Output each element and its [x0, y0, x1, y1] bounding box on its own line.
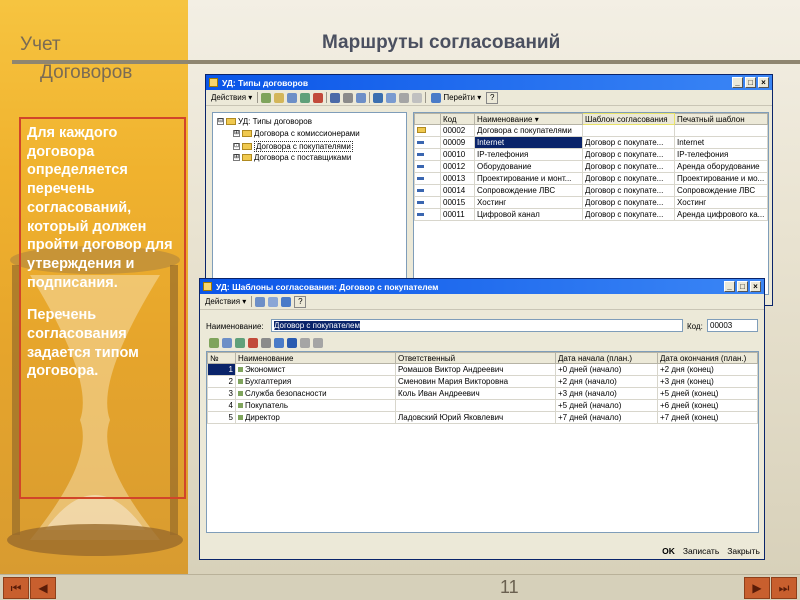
name-field-value: Договор с покупателем [274, 321, 361, 330]
slide-title: Маршруты согласований [322, 32, 561, 53]
table-row[interactable] [415, 209, 768, 221]
goto-label: Перейти [443, 93, 476, 102]
name-cell: Проектирование и монт... [475, 173, 583, 185]
code-cell: 00015 [441, 197, 475, 209]
step-icon [238, 379, 243, 384]
start-date-cell: +0 дней (начало) [556, 364, 658, 376]
copy-icon[interactable] [287, 93, 297, 103]
element-icon [417, 141, 424, 144]
print-template-cell: Хостинг [675, 197, 768, 209]
element-icon [417, 153, 424, 156]
code-cell: 00010 [441, 149, 475, 161]
num-cell: 2 [208, 376, 236, 388]
start-date-cell: +2 дня (начало) [556, 376, 658, 388]
code-cell: 00009 [441, 137, 475, 149]
tree-item-commission[interactable] [233, 129, 360, 138]
step-icon [238, 391, 243, 396]
move-up-icon[interactable] [274, 338, 284, 348]
element-icon [417, 165, 424, 168]
name-text: Экономист [245, 365, 286, 374]
print-template-cell: Аренда цифрового ка... [675, 209, 768, 221]
num-cell: 4 [208, 400, 236, 412]
minimize-icon[interactable]: _ [732, 77, 743, 88]
template-cell: Договор с покупате... [583, 137, 675, 149]
print-icon[interactable] [268, 297, 278, 307]
column-header-end[interactable]: Дата окончания (план.) [658, 353, 758, 364]
code-field[interactable]: 00003 [707, 319, 758, 332]
table-row[interactable] [415, 137, 768, 149]
dialog-buttons [662, 546, 760, 556]
name-cell: Сопровождение ЛВС [475, 185, 583, 197]
row-icon-cell [415, 185, 441, 197]
ok-button[interactable]: OK [662, 546, 675, 556]
close-icon[interactable]: × [758, 77, 769, 88]
tree-item-label: УД: Типы договоров [238, 117, 312, 126]
help-icon[interactable]: ? [294, 296, 306, 308]
element-icon [417, 177, 424, 180]
name-cell: Договора с покупателями [475, 125, 583, 137]
table-header-row [415, 114, 768, 125]
start-date-cell: +3 дня (начало) [556, 388, 658, 400]
add-icon[interactable] [261, 93, 271, 103]
next-slide-button[interactable]: ▶ [744, 577, 770, 599]
print-template-cell: IP-телефония [675, 149, 768, 161]
name-text: Служба безопасности [245, 389, 327, 398]
contract-types-tree [212, 112, 407, 295]
name-field[interactable] [271, 319, 683, 332]
start-date-cell: +7 дней (начало) [556, 412, 658, 424]
name-cell: Internet [475, 137, 583, 149]
end-date-cell: +6 дней (конец) [658, 400, 758, 412]
close-icon[interactable]: × [750, 281, 761, 292]
actions-menu-button[interactable]: Действия ▾ [205, 297, 247, 306]
element-icon [417, 201, 424, 204]
table-toolbar [206, 336, 323, 350]
row-icon-cell [415, 149, 441, 161]
end-date-cell: +5 дней (конец) [658, 388, 758, 400]
name-cell: Цифровой канал [475, 209, 583, 221]
toolbar-separator [257, 92, 258, 103]
delete-row-icon[interactable] [248, 338, 258, 348]
goto-menu-button[interactable]: Перейти ▾ [429, 92, 483, 104]
column-header-template[interactable]: Шаблон согласования [583, 114, 675, 125]
save-button[interactable]: Записать [682, 546, 720, 556]
element-icon [417, 213, 424, 216]
tree-item-suppliers[interactable] [233, 153, 351, 162]
add-group-icon[interactable] [274, 93, 284, 103]
description-paragraph-2: Перечень согласования задается типом договора. [27, 307, 139, 380]
table-row[interactable] [208, 376, 758, 388]
table-row[interactable] [415, 173, 768, 185]
tree-item-label: Договора с покупателями [256, 142, 351, 151]
last-slide-button[interactable]: ⏭ [771, 577, 797, 599]
row-icon-cell [415, 209, 441, 221]
tree-item-label: Договора с поставщиками [254, 153, 352, 162]
tree-item-buyers[interactable] [233, 141, 353, 152]
column-header-name[interactable]: Наименование [236, 353, 396, 364]
column-header-name-label: Наименование [477, 114, 533, 124]
move-down-icon[interactable] [287, 338, 297, 348]
prev-slide-button[interactable]: ◀ [30, 577, 56, 599]
name-cell [236, 400, 396, 412]
responsible-cell: Ладовский Юрий Яковлевич [396, 412, 556, 424]
window1-toolbar [206, 90, 772, 106]
tree-expand-icon[interactable]: ⊡ [234, 143, 240, 149]
name-cell [236, 364, 396, 376]
table-row[interactable] [208, 388, 758, 400]
name-cell: Хостинг [475, 197, 583, 209]
row-icon-cell [415, 197, 441, 209]
close-button[interactable]: Закрыть [727, 546, 760, 556]
name-label: Наименование: [206, 322, 264, 331]
copy-row-icon[interactable] [222, 338, 232, 348]
num-cell: 3 [208, 388, 236, 400]
filter-icon[interactable] [373, 93, 383, 103]
table-row[interactable] [415, 185, 768, 197]
tree-expand-icon[interactable]: ⊞ [234, 154, 240, 160]
edit-icon[interactable] [300, 93, 310, 103]
column-header-name[interactable]: Наименование ▾ [475, 114, 583, 125]
column-header-print[interactable]: Печатный шаблон [675, 114, 768, 125]
element-icon [417, 189, 424, 192]
sort-icon[interactable] [412, 93, 422, 103]
app-icon [203, 282, 212, 291]
step-icon [238, 415, 243, 420]
window1-titlebar[interactable] [206, 75, 772, 90]
table-row[interactable] [415, 197, 768, 209]
template-cell: Договор с покупате... [583, 197, 675, 209]
template-cell: Договор с покупате... [583, 149, 675, 161]
end-date-cell: +7 дней (конец) [658, 412, 758, 424]
save-icon[interactable] [255, 297, 265, 307]
help-icon[interactable]: ? [486, 92, 498, 104]
name-text: Директор [245, 413, 280, 422]
end-edit-icon[interactable] [261, 338, 271, 348]
section-title-line2: Договоров [40, 62, 133, 83]
step-icon [238, 367, 243, 372]
table-row[interactable] [415, 125, 768, 137]
template-cell: Договор с покупате... [583, 173, 675, 185]
toolbar-separator [369, 92, 370, 103]
folder-icon [242, 130, 252, 137]
responsible-cell: Сменовин Мария Викторовна [396, 376, 556, 388]
name-cell: Оборудование [475, 161, 583, 173]
name-cell: IP-телефония [475, 149, 583, 161]
tree-expand-icon[interactable]: ⊞ [234, 130, 240, 136]
goto-icon[interactable] [281, 297, 291, 307]
row-icon-cell [415, 125, 441, 137]
column-header [415, 114, 441, 125]
folder-icon [242, 154, 252, 161]
table-header-row [208, 353, 758, 364]
name-cell [236, 388, 396, 400]
window2-title: УД: Шаблоны согласования: Договор с покупателем [216, 281, 439, 292]
add-row-icon[interactable] [209, 338, 219, 348]
folder-icon [242, 143, 252, 150]
toolbar-separator [425, 92, 426, 103]
window2-toolbar [200, 294, 764, 310]
table-row[interactable] [415, 161, 768, 173]
print-template-cell: Проектирование и мо... [675, 173, 768, 185]
filter-off-icon[interactable] [399, 93, 409, 103]
row-icon-cell [415, 137, 441, 149]
template-cell: Договор с покупате... [583, 209, 675, 221]
approval-template-window [199, 278, 765, 560]
slide-navigation-bar [0, 574, 800, 600]
filter-list-icon[interactable] [386, 93, 396, 103]
start-date-cell: +5 дней (начало) [556, 400, 658, 412]
column-header-num[interactable]: № [208, 353, 236, 364]
table-row[interactable] [208, 364, 758, 376]
column-header-code[interactable]: Код [441, 114, 475, 125]
name-text: Покупатель [245, 401, 288, 410]
sort-desc-icon[interactable] [313, 338, 323, 348]
hierarchy-icon[interactable] [330, 93, 340, 103]
first-slide-button[interactable]: ⏮ [3, 577, 29, 599]
print-template-cell: Internet [675, 137, 768, 149]
template-cell: Договор с покупате... [583, 161, 675, 173]
table-row[interactable] [415, 149, 768, 161]
responsible-cell: Коль Иван Андреевич [396, 388, 556, 400]
responsible-cell: Ромашов Виктор Андреевич [396, 364, 556, 376]
description-paragraph-1: Для каждого договора определяется перечень согласований, который должен пройти договор для утверждения и подписания. [27, 125, 173, 291]
tree-item-root[interactable] [217, 117, 312, 126]
name-cell [236, 376, 396, 388]
approval-steps-table [206, 351, 759, 533]
table-row[interactable] [208, 400, 758, 412]
table-row[interactable] [208, 412, 758, 424]
folder-icon [417, 127, 426, 133]
actions-menu-button[interactable]: Действия ▾ [211, 93, 253, 102]
end-date-cell: +2 дня (конец) [658, 364, 758, 376]
name-text: Бухгалтерия [245, 377, 292, 386]
template-cell: Договор с покупате... [583, 185, 675, 197]
folder-icon [226, 118, 236, 125]
contract-types-window [205, 74, 773, 306]
column-header-responsible[interactable]: Ответственный [396, 353, 556, 364]
print-template-cell [675, 125, 768, 137]
row-icon-cell [415, 173, 441, 185]
window1-title: УД: Типы договоров [222, 77, 309, 88]
tree-item-label: Договора с комиссионерами [254, 129, 360, 138]
code-cell: 00013 [441, 173, 475, 185]
tree-collapse-icon[interactable]: ⊟ [218, 118, 224, 124]
maximize-icon[interactable]: □ [737, 281, 748, 292]
app-icon [209, 78, 218, 87]
move-icon[interactable] [343, 93, 353, 103]
end-date-cell: +3 дня (конец) [658, 376, 758, 388]
name-cell [236, 412, 396, 424]
page-number: 11 [500, 577, 519, 597]
refresh-icon[interactable] [356, 93, 366, 103]
code-cell: 00014 [441, 185, 475, 197]
code-cell: 00012 [441, 161, 475, 173]
step-icon [238, 403, 243, 408]
num-cell: 5 [208, 412, 236, 424]
template-cell [583, 125, 675, 137]
responsible-cell [396, 400, 556, 412]
section-title-line1: Учет [20, 34, 61, 55]
code-label: Код: [687, 322, 703, 331]
column-header-start[interactable]: Дата начала (план.) [556, 353, 658, 364]
actions-label: Действия [211, 93, 247, 102]
actions-label: Действия [205, 297, 241, 306]
sort-asc-icon[interactable] [300, 338, 310, 348]
print-template-cell: Сопровождение ЛВС [675, 185, 768, 197]
minimize-icon[interactable]: _ [724, 281, 735, 292]
toolbar-separator [251, 296, 252, 307]
row-icon-cell [415, 161, 441, 173]
contract-types-table [413, 112, 769, 295]
delete-icon[interactable] [313, 93, 323, 103]
description-box [19, 117, 186, 499]
edit-row-icon[interactable] [235, 338, 245, 348]
toolbar-separator [326, 92, 327, 103]
code-cell: 00011 [441, 209, 475, 221]
maximize-icon[interactable]: □ [745, 77, 756, 88]
num-cell: 1 [208, 364, 236, 376]
code-cell: 00002 [441, 125, 475, 137]
window2-titlebar[interactable] [200, 279, 764, 294]
goto-icon [431, 93, 441, 103]
print-template-cell: Аренда оборудование [675, 161, 768, 173]
